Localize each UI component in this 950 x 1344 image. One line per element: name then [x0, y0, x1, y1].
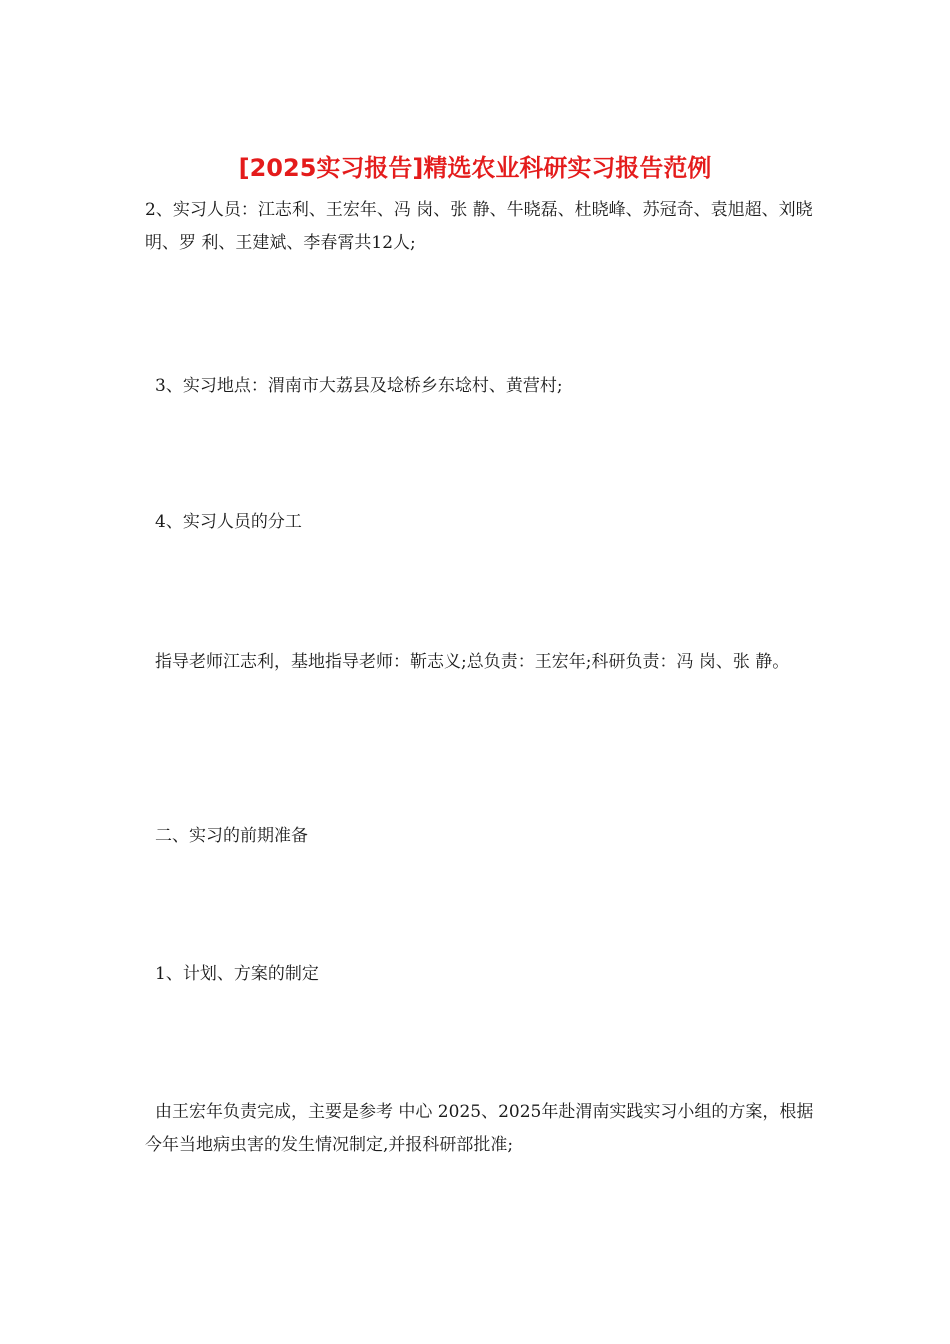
paragraph-division-heading: 4、实习人员的分工: [155, 512, 302, 532]
paragraph-personnel: 2、实习人员：江志利、王宏年、冯 岗、张 静、牛晓磊、杜晓峰、苏冠奇、袁旭超、刘晓明、罗 利、王建斌、李春霄共12人;: [145, 200, 813, 253]
paragraph-plan-detail: 由王宏年负责完成，主要是参考 中心 2025、2025年赴渭南实践实习小组的方案，根据今年当地病虫害的发生情况制定,并报科研部批准;: [145, 1102, 814, 1155]
paragraph-location: 3、实习地点：渭南市大荔县及埝桥乡东埝村、黄营村;: [155, 376, 563, 396]
section-heading-preparation: 二、实习的前期准备: [155, 826, 308, 846]
paragraph-plan-heading: 1、计划、方案的制定: [155, 964, 319, 984]
paragraph-division-detail: 指导老师江志利，基地指导老师：靳志义;总负责：王宏年;科研负责：冯 岗、张 静。: [155, 652, 790, 672]
document-title: [2025实习报告]精选农业科研实习报告范例: [238, 154, 712, 182]
